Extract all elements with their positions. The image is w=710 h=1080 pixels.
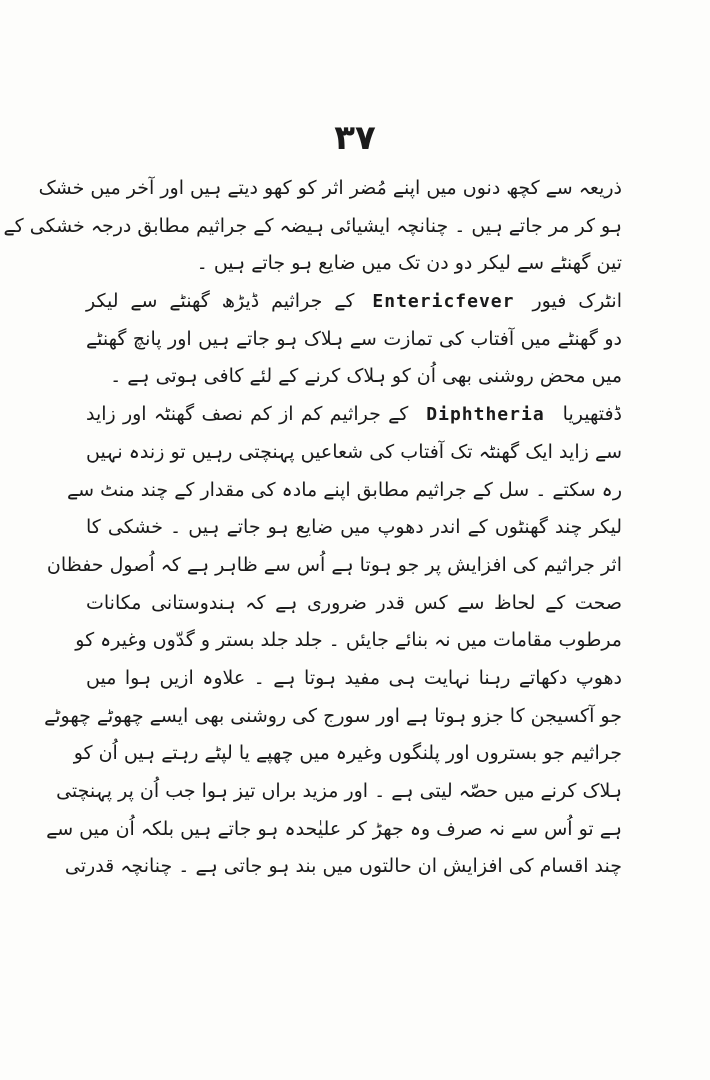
- text-line: ذریعہ سے کچھ دنوں میں اپنے مُضر اثر کو کھو دیتے ہیں اور آخر میں خشک: [38, 177, 622, 199]
- text-line: [86, 396, 622, 434]
- text-line: ہو کر مر جاتے ہیں ۔ چنانچہ ایشیائی ہیضہ کے جراثیم مطابق درجہ خشکی کے: [3, 214, 622, 237]
- body-text: [3, 170, 622, 886]
- text-line: ہے تو اُس سے نہ صرف وہ جھڑ کر علیٰحدہ ہو جاتے ہیں بلکہ اُن میں سے: [46, 817, 622, 840]
- text-line: اثر جراثیم کی افزایش پر جو ہوتا ہے اُس سے ظاہر ہے کہ اُصول حفظان: [46, 553, 622, 576]
- text-line: میں محض روشنی بھی اُن کو ہلاک کرنے کے لئے کافی ہوتی ہے ۔: [110, 365, 622, 388]
- text-line-latin-term: Entericfever: [372, 291, 515, 313]
- text-line: جراثیم جو بستروں اور پلنگوں وغیرہ میں چھپے یا لپٹے رہتے ہیں اُن کو: [73, 742, 622, 765]
- text-line: صحت کے لحاظ سے کس قدر ضروری ہے کہ ہندوستانی مکانات: [86, 591, 622, 614]
- text-line-continuation: کے جراثیم کم از کم نصف گھنٹہ اور زاید: [86, 403, 409, 426]
- text-line: مرطوب مقامات میں نہ بنائے جایئں ۔ جلد جلد بستر و گدّوں وغیرہ کو: [75, 629, 622, 652]
- text-line: سے زاید ایک گھنٹہ تک آفتاب کی شعاعیں پہنچتی رہیں تو زندہ نہیں: [86, 440, 622, 463]
- text-line: دھوپ دکھاتے رہنا نہایت ہی مفید ہوتا ہے ۔ علاوہ ازیں ہوا میں: [86, 666, 622, 689]
- text-line: دو گھنٹے میں آفتاب کی تمازت سے ہلاک ہو جاتے ہیں اور پانچ گھنٹے: [86, 327, 622, 350]
- text-line: لیکر چند گھنٹوں کے اندر دھوپ میں ضایع ہو جاتے ہیں ۔ خشکی کا: [86, 516, 622, 539]
- text-line-urdu-term: ڈفتھیریا: [562, 403, 622, 426]
- text-line-continuation: کے جراثیم ڈیڑھ گھنٹے سے لیکر: [86, 290, 355, 313]
- text-line: ہلاک کرنے میں حصّہ لیتی ہے ۔ اور مزید براں تیز ہوا جب اُن پر پہنچتی: [56, 780, 622, 802]
- text-line: رہ سکتے ۔ سل کے جراثیم مطابق اپنے مادہ کی مقدار کے چند منٹ سے: [67, 478, 622, 501]
- text-line: [86, 283, 622, 321]
- text-line: تین گھنٹے سے لیکر دو دن تک میں ضایع ہو جاتے ہیں ۔: [196, 252, 622, 275]
- text-line-urdu-term: انٹرک فیور: [532, 290, 622, 313]
- page-number: ۳۷: [334, 118, 376, 158]
- text-line: چند اقسام کی افزایش ان حالتوں میں بند ہو جاتی ہے ۔ چنانچہ قدرتی: [64, 855, 622, 878]
- text-line-latin-term: Diphtheria: [426, 404, 545, 426]
- text-line: جو آکسیجن کا جزو ہوتا ہے اور سورج کی روشنی بھی ایسے چھوٹے چھوٹے: [44, 704, 622, 727]
